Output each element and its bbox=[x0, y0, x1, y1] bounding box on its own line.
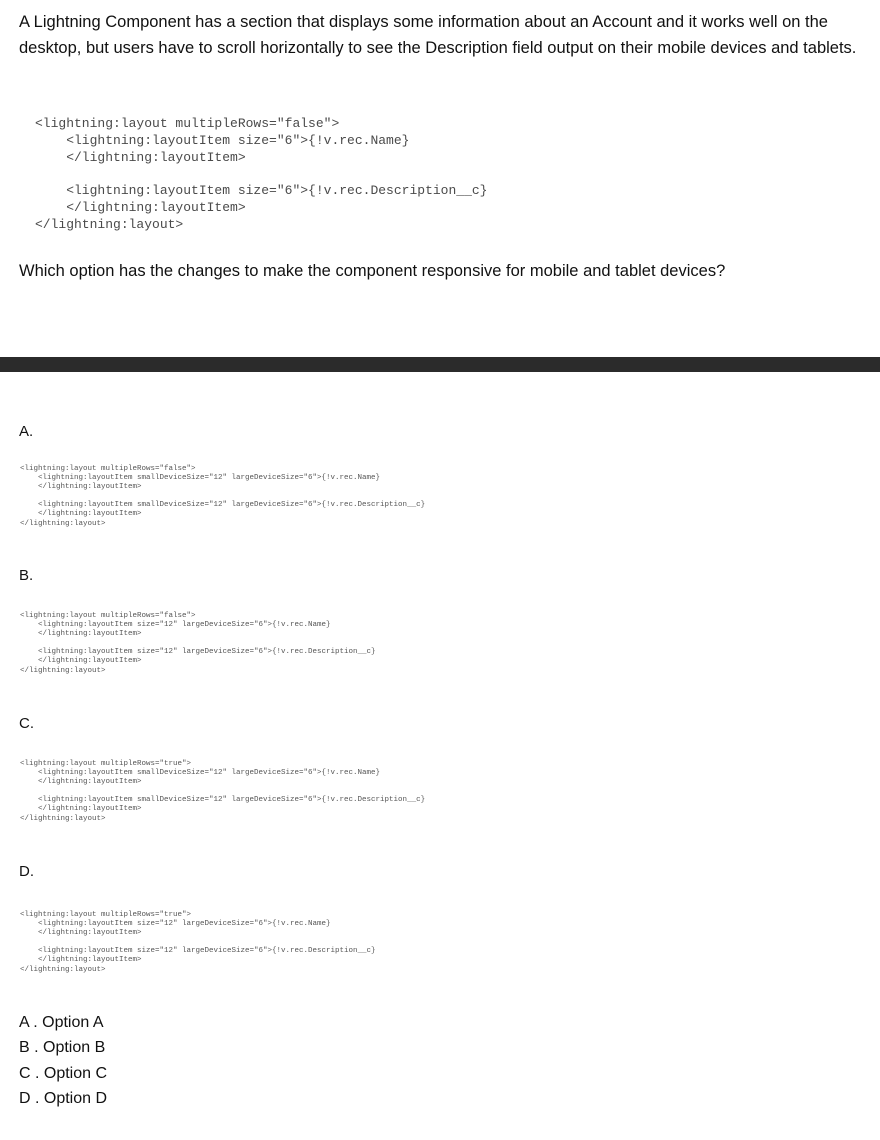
section-divider bbox=[0, 357, 880, 372]
answer-list bbox=[19, 1010, 107, 1111]
option-b-label: B. bbox=[19, 567, 34, 584]
question-code-block: <lightning:layout multipleRows="false"> <lightning:layoutItem size="6">{!v.rec.Name} </lightning:layoutItem> <lightning:layoutItem size="6">{!v.rec.Description__c} </lightning:layoutItem> </lightning:layout> bbox=[35, 116, 488, 232]
option-d-label: D. bbox=[19, 863, 34, 880]
option-c-code: <lightning:layout multipleRows="true"> <lightning:layoutItem smallDeviceSize="12" largeDeviceSize="6">{!v.rec.Name} </lightning:layoutItem> <lightning:layoutItem smallDeviceSize="12" largeDeviceSize="6">{!v.rec.Description__c} </lightning:layoutItem> </lightning:layout> bbox=[20, 760, 426, 823]
option-c-label: C. bbox=[19, 715, 34, 732]
answer-option-b[interactable]: B . Option B bbox=[19, 1039, 106, 1057]
option-d-code: <lightning:layout multipleRows="true"> <lightning:layoutItem size="12" largeDeviceSize="6">{!v.rec.Name} </lightning:layoutItem> <lightning:layoutItem size="12" largeDeviceSize="6">{!v.rec.Description__c} </lightning:layoutItem> </lightning:layout> bbox=[20, 911, 376, 974]
option-a-code: <lightning:layout multipleRows="false"> <lightning:layoutItem smallDeviceSize="12" largeDeviceSize="6">{!v.rec.Name} </lightning:layoutItem> <lightning:layoutItem smallDeviceSize="12" largeDeviceSize="6">{!v.rec.Description__c} </lightning:layoutItem> </lightning:layout> bbox=[20, 465, 426, 528]
answer-option-d[interactable]: D . Option D bbox=[19, 1089, 108, 1107]
answer-option-c[interactable]: C . Option C bbox=[19, 1064, 108, 1082]
question-prompt: Which option has the changes to make the component responsive for mobile and tablet devices? bbox=[19, 262, 726, 280]
option-a-label: A. bbox=[19, 423, 34, 440]
question-text: A Lightning Component has a section that displays some information about an Account and it works well on the desktop, but users have to scroll horizontally to see the Description field output on their mobile devices and tablets. bbox=[19, 13, 857, 57]
option-b-code: <lightning:layout multipleRows="false"> <lightning:layoutItem size="12" largeDeviceSize="6">{!v.rec.Name} </lightning:layoutItem> <lightning:layoutItem size="12" largeDeviceSize="6">{!v.rec.Description__c} </lightning:layoutItem> </lightning:layout> bbox=[20, 612, 376, 675]
answer-option-a[interactable]: A . Option A bbox=[19, 1014, 104, 1031]
